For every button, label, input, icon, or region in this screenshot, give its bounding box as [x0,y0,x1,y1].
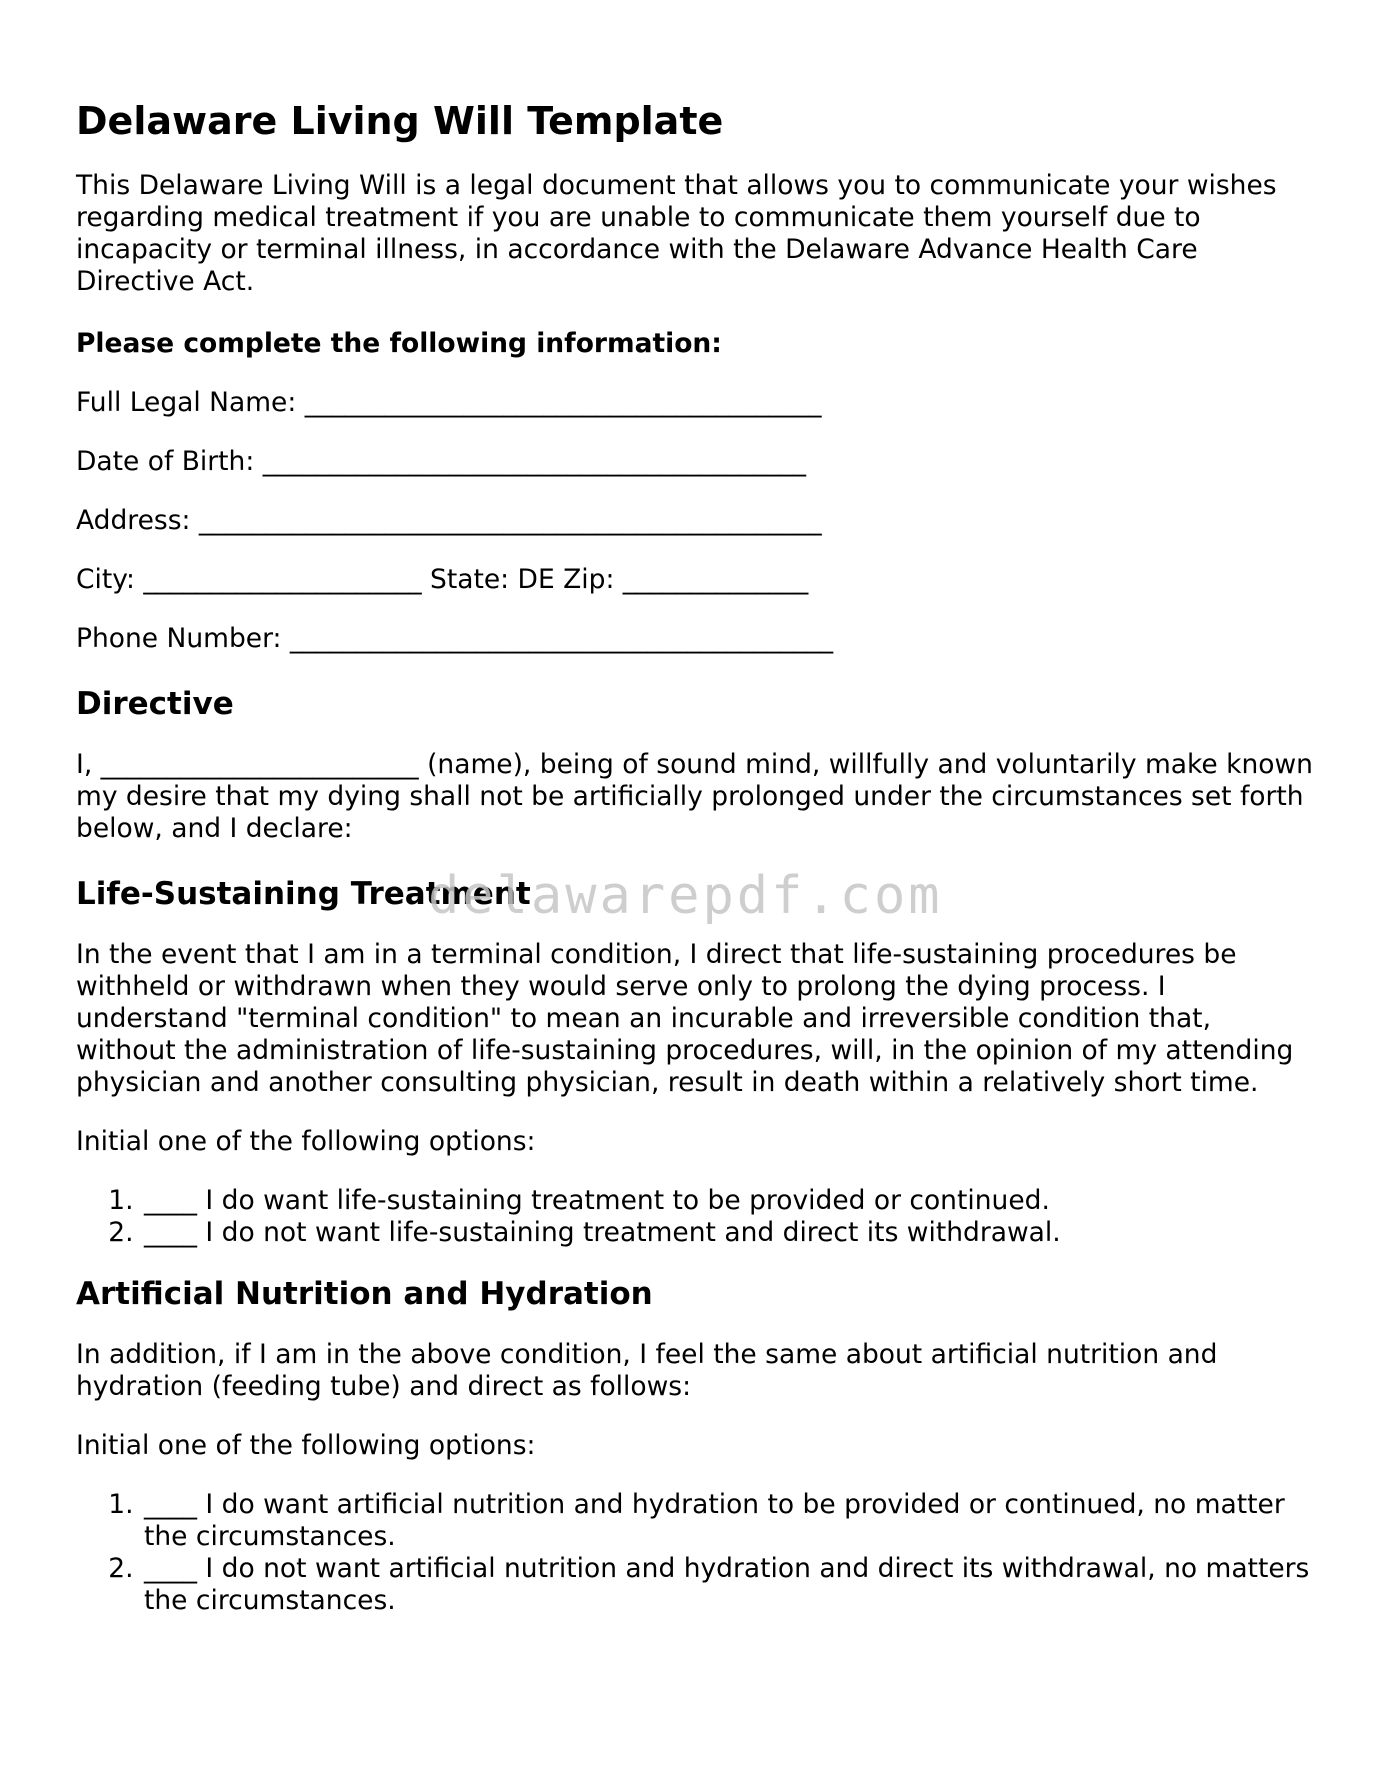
life-sustaining-option-1[interactable]: 1. ____ I do want life-sustaining treatment to be provided or continued. [142,1185,1316,1217]
life-sustaining-instruction: Initial one of the following options: [76,1126,536,1157]
dob-field[interactable]: Date of Birth: _________________________________________ [76,446,806,477]
nutrition-paragraph: In addition, if I am in the above condition, I feel the same about artificial nutrition and hydration (feeding tube) and direct as follows: [76,1339,1218,1402]
intro-paragraph: This Delaware Living Will is a legal document that allows you to communicate your wishes regarding medical treatment if you are unable to communicate them yourself due to incapacity or terminal illness, in accordance with the Delaware Advance Health Care Directive Act. [76,170,1277,297]
life-sustaining-paragraph: In the event that I am in a terminal condition, I direct that life-sustaining procedures be withheld or withdrawn when they would serve only to prolong the dying process. I understand "terminal condition" to mean an incurable and irreversible condition that, without the administration of life-sustaining procedures, will, in the opinion of my attending physician and another consulting physician, result in death within a relatively short time. [76,939,1294,1098]
document-page [76,88,1316,1643]
document-title: Delaware Living Will Template [76,99,724,143]
nutrition-option-2[interactable]: 2. ____ I do not want artificial nutrition and hydration and direct its withdrawal, no matters the circumstances. [142,1553,1316,1617]
phone-field[interactable]: Phone Number: _________________________________________ [76,623,834,654]
full-name-field[interactable]: Full Legal Name: _______________________________________ [76,387,822,418]
nutrition-instruction: Initial one of the following options: [76,1430,536,1461]
life-sustaining-heading: Life-Sustaining Treatment [76,876,531,912]
life-sustaining-option-2[interactable]: 2. ____ I do not want life-sustaining treatment and direct its withdrawal. [142,1217,1316,1249]
city-state-zip-field[interactable]: City: _____________________ State: DE Zip: ______________ [76,564,809,595]
nutrition-heading: Artificial Nutrition and Hydration [76,1276,653,1312]
nutrition-options [76,1489,1316,1617]
address-field[interactable]: Address: _______________________________________________ [76,505,822,536]
life-sustaining-options [76,1185,1316,1249]
directive-paragraph: I, ________________________ (name), being of sound mind, willfully and voluntarily make known my desire that my dying shall not be artificially prolonged under the circumstances set forth below, and I declare: [76,749,1313,844]
directive-heading: Directive [76,686,234,722]
watermark-text: delawarepdf.com [428,866,943,926]
nutrition-option-1[interactable]: 1. ____ I do want artificial nutrition and hydration to be provided or continued, no matter the circumstances. [142,1489,1316,1553]
info-heading: Please complete the following information: [76,328,722,359]
